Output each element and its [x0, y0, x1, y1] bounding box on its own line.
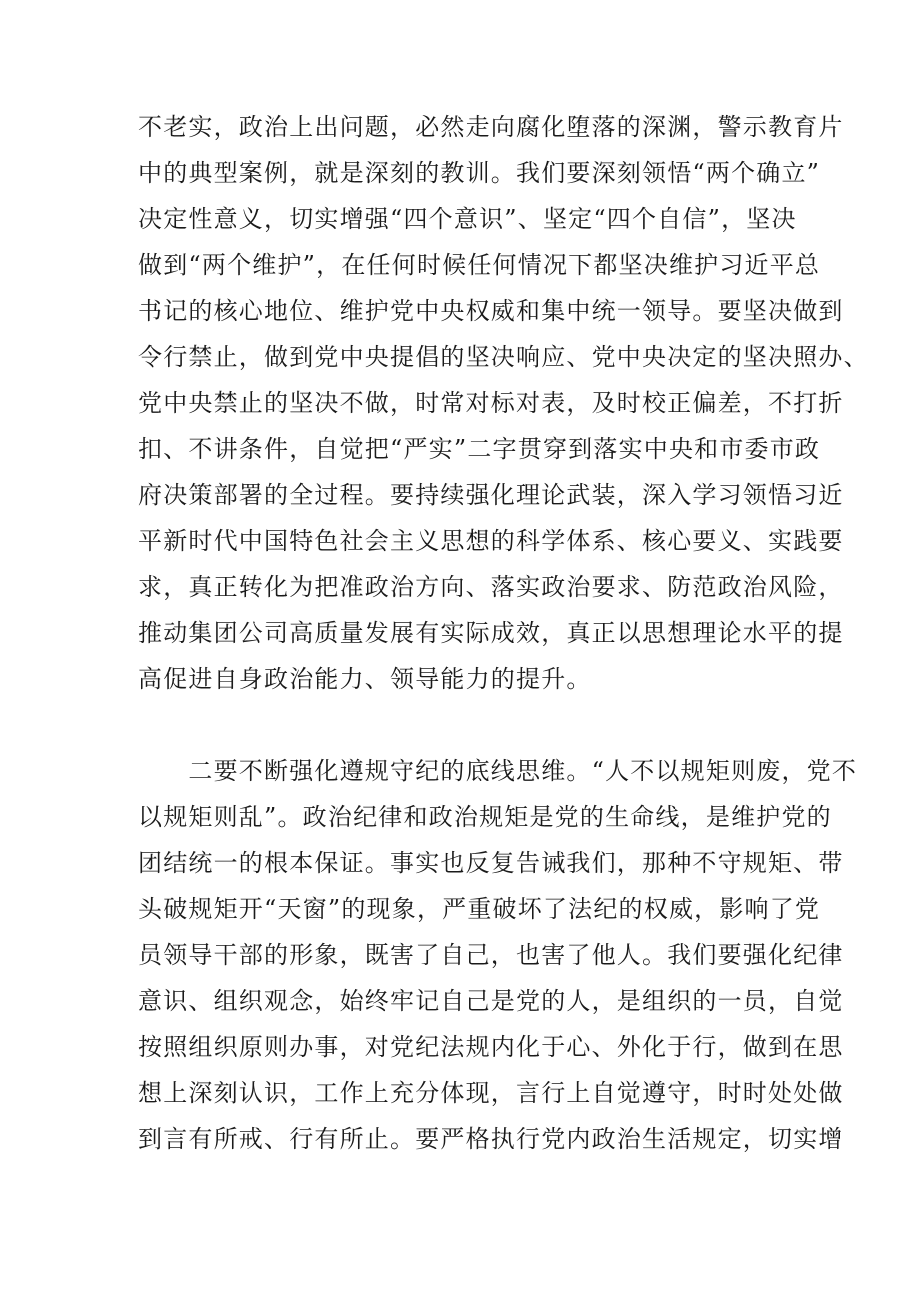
text-line: 党中央禁止的坚决不做，时常对标对表，及时校正偏差，不打折 [138, 389, 844, 417]
text-line: 团结统一的根本保证。事实也反复告诫我们，那种不守规矩、带 [138, 849, 844, 877]
text-line: 想上深刻认识，工作上充分体现，言行上自觉遵守，时时处处做 [138, 1079, 844, 1107]
text-line: 做到“两个维护”，在任何时候任何情况下都坚决维护习近平总 [138, 251, 821, 279]
text-line: 员领导干部的形象，既害了自己，也害了他人。我们要强化纪律 [138, 941, 844, 969]
text-line: 求，真正转化为把准政治方向、落实政治要求、防范政治风险， [138, 573, 844, 601]
text-line: 推动集团公司高质量发展有实际成效，真正以思想理论水平的提 [138, 619, 844, 647]
text-line: 扣、不讲条件，自觉把“严实”二字贯穿到落实中央和市委市政 [138, 435, 821, 463]
paragraph-1 [138, 104, 869, 702]
text-line: 府决策部署的全过程。要持续强化理论武装，深入学习领悟习近 [138, 481, 844, 509]
text-line: 高促进自身政治能力、领导能力的提升。 [138, 665, 592, 693]
text-line: 令行禁止，做到党中央提倡的坚决响应、党中央决定的坚决照办、 [138, 343, 869, 371]
text-line: 到言有所戒、行有所止。要严格执行党内政治生活规定，切实增 [138, 1125, 844, 1153]
text-line: 书记的核心地位、维护党中央权威和集中统一领导。要坚决做到 [138, 297, 844, 325]
text-line: 不老实，政治上出问题，必然走向腐化堕落的深渊，警示教育片 [138, 113, 844, 141]
text-line: 头破规矩开“天窗”的现象，严重破坏了法纪的权威，影响了党 [138, 895, 821, 923]
text-line: 平新时代中国特色社会主义思想的科学体系、核心要义、实践要 [138, 527, 844, 555]
text-line: 以规矩则乱”。政治纪律和政治规矩是党的生命线，是维护党的 [138, 803, 832, 831]
text-line: 二要不断强化遵规守纪的底线思维。“人不以规矩则废，党不 [138, 757, 858, 785]
text-line: 决定性意义，切实增强“四个意识”、坚定“四个自信”，坚决 [138, 205, 797, 233]
text-line: 意识、组织观念，始终牢记自己是党的人，是组织的一员，自觉 [138, 987, 844, 1015]
paragraph-2 [138, 748, 858, 1162]
text-line: 按照组织原则办事，对党纪法规内化于心、外化于行，做到在思 [138, 1033, 844, 1061]
text-line: 中的典型案例，就是深刻的教训。我们要深刻领悟“两个确立” [138, 159, 821, 187]
